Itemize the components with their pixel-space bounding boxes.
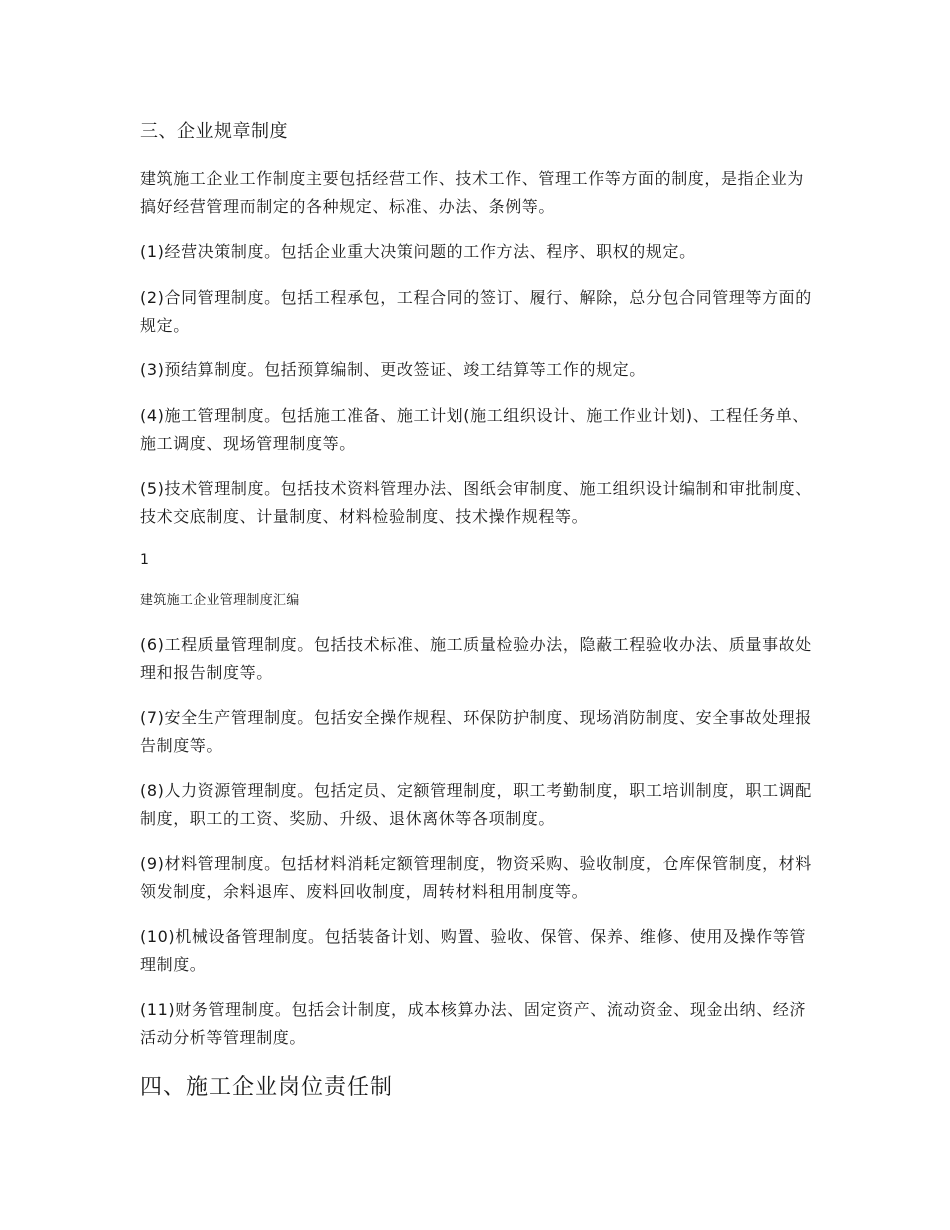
section-heading-4: 四、施工企业岗位责任制	[140, 1075, 394, 1100]
list-item-11: (11)财务管理制度。包括会计制度，成本核算办法、固定资产、流动资金、现金出纳、经济活动分析等管理制度。	[140, 1000, 807, 1047]
list-item-6: (6)工程质量管理制度。包括技术标准、施工质量检验办法，隐蔽工程验收办法、质量事故处理和报告制度等。	[140, 635, 812, 682]
list-item-7: (7)安全生产管理制度。包括安全操作规程、环保防护制度、现场消防制度、安全事故处理报告制度等。	[140, 708, 812, 755]
list-item-8: (8)人力资源管理制度。包括定员、定额管理制度，职工考勤制度，职工培训制度，职工调配制度，职工的工资、奖励、升级、退休离休等各项制度。	[140, 781, 812, 828]
section-heading-3: 三、企业规章制度	[140, 121, 288, 142]
running-header: 建筑施工企业管理制度汇编	[140, 593, 300, 608]
list-item-10: (10)机械设备管理制度。包括装备计划、购置、验收、保管、保养、维修、使用及操作等管理制度。	[140, 927, 807, 974]
list-item-3: (3)预结算制度。包括预算编制、更改签证、竣工结算等工作的规定。	[140, 360, 646, 379]
list-item-1: (1)经营决策制度。包括企业重大决策问题的工作方法、程序、职权的规定。	[140, 242, 696, 261]
list-item-4: (4)施工管理制度。包括施工准备、施工计划(施工组织设计、施工作业计划)、工程任务单、施工调度、现场管理制度等。	[140, 406, 809, 453]
list-item-9: (9)材料管理制度。包括材料消耗定额管理制度，物资采购、验收制度，仓库保管制度，材料领发制度，余料退库、废料回收制度，周转材料租用制度等。	[140, 854, 812, 901]
list-item-5: (5)技术管理制度。包括技术资料管理办法、图纸会审制度、施工组织设计编制和审批制度、技术交底制度、计量制度、材料检验制度、技术操作规程等。	[140, 479, 812, 526]
section-intro-paragraph: 建筑施工企业工作制度主要包括经营工作、技术工作、管理工作等方面的制度，是指企业为搞好经营管理而制定的各种规定、标准、办法、条例等。	[140, 169, 805, 216]
page-number: 1	[140, 552, 149, 568]
list-item-2: (2)合同管理制度。包括工程承包，工程合同的签订、履行、解除，总分包合同管理等方面的规定。	[140, 288, 812, 335]
